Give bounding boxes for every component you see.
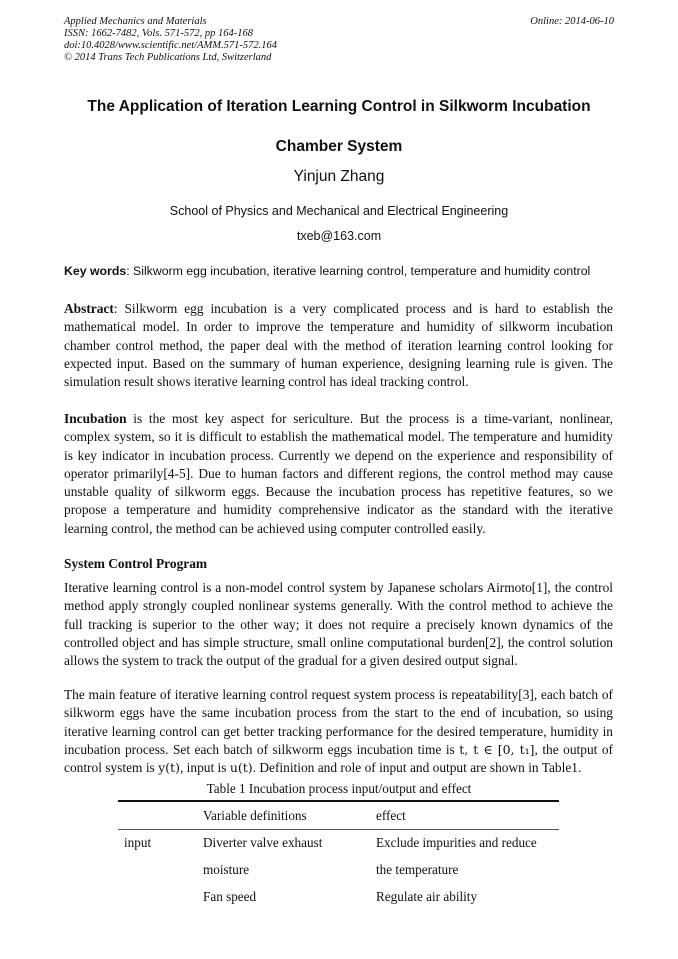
journal-header xyxy=(64,16,277,64)
table-cell: input xyxy=(124,835,152,850)
title-line-1: The Application of Iteration Learning Control in Silkworm Incubation xyxy=(87,98,591,115)
table-top-rule xyxy=(118,800,559,802)
keywords xyxy=(64,264,624,278)
intro-paragraph xyxy=(64,410,613,538)
keywords-label: Key words xyxy=(64,264,127,278)
para2-text-b: , the output of control system is xyxy=(64,741,613,776)
paper-title xyxy=(40,87,638,167)
table-caption: Table 1 Incubation process input/output and effect xyxy=(206,781,472,796)
para2-text-c: , input is xyxy=(179,760,230,776)
table-cell: Fan speed xyxy=(203,889,257,904)
copyright-line: © 2014 Trans Tech Publications Ltd, Switzerland xyxy=(64,52,272,63)
math-output: y(t) xyxy=(158,760,180,776)
author-affiliation: School of Physics and Mechanical and Electrical Engineering xyxy=(169,204,509,218)
table-cell: Regulate air ability xyxy=(376,889,478,904)
title-line-2: Chamber System xyxy=(275,138,403,155)
table-cell: Exclude impurities and reduce xyxy=(376,835,537,850)
author-email: txeb@163.com xyxy=(296,229,382,243)
section-paragraph-2 xyxy=(64,686,613,777)
author-name: Yinjun Zhang xyxy=(293,168,385,185)
table-header-cell: effect xyxy=(376,808,406,823)
abstract xyxy=(64,300,613,391)
abstract-label: Abstract xyxy=(64,301,114,316)
keywords-text: : Silkworm egg incubation, iterative learning control, temperature and humidity control xyxy=(126,264,591,278)
math-input: u(t) xyxy=(229,760,253,776)
issn-line: ISSN: 1662-7482, Vols. 571-572, pp 164-168 xyxy=(64,28,253,39)
section-heading: System Control Program xyxy=(64,556,208,571)
table-header-rule xyxy=(118,829,559,830)
doi-line: doi:10.4028/www.scientific.net/AMM.571-572.164 xyxy=(64,40,277,51)
table-cell: moisture xyxy=(203,862,250,877)
intro-text: is the most key aspect for sericulture. But the process is a time-variant, nonlinear, complex system, so it is difficult to establish the mathematical model. The temperature and humidity is key indicator in incubation process. Currently we depend on the experience and responsibility of operator primarily[4-5]. Due to human factors and different regions, the control method may cause unstable quality of silkworm eggs. Because the incubation process has repetitive features, so we propose a temperature and humidity comprehensive indicator as the standard with the iterative learning control, the method can be achieved using computer controlled easily. xyxy=(64,411,613,536)
online-date: Online: 2014-06-10 xyxy=(530,16,614,27)
table-cell: the temperature xyxy=(376,862,459,877)
abstract-text: : Silkworm egg incubation is a very complicated process and is hard to establish the mathematical model. In order to improve the temperature and humidity of silkworm incubation chamber control method, the paper deal with the method of iteration learning control looking for expected input. Based on the summary of human experience, designing learning rule is given. The simulation result shows iterative learning control has ideal tracking control. xyxy=(64,301,613,390)
table-cell: Diverter valve exhaust xyxy=(203,835,323,850)
section-paragraph-1: Iterative learning control is a non-model control system by Japanese scholars Airmoto[1], the control method apply strongly coupled nonlinear systems generally. With the control method to achieve the full tracking is superior to the other way; it does not require a precisely known dynamics of the controlled object and has simple structure, small online computational burden[2], the control solution allows the system to track the output of the gradual for a given desired output signal. xyxy=(64,580,613,669)
intro-label: Incubation xyxy=(64,411,127,426)
table-header-cell: Variable definitions xyxy=(203,808,307,823)
journal-name: Applied Mechanics and Materials xyxy=(64,16,207,27)
para2-text-d: . Definition and role of input and output are shown in Table1. xyxy=(252,760,582,776)
para2-text-a: The main feature of iterative learning control request system process is repeatability[3], each batch of silkworm eggs have the same incubation process from the start to the end of incubation, so using iterative learning control can get better tracking performance for the desired temperature, humidity in incubation process. Set each batch of silkworm eggs incubation time is xyxy=(64,687,613,757)
math-time-range: t, t ∈ [0, t₁] xyxy=(459,741,535,757)
